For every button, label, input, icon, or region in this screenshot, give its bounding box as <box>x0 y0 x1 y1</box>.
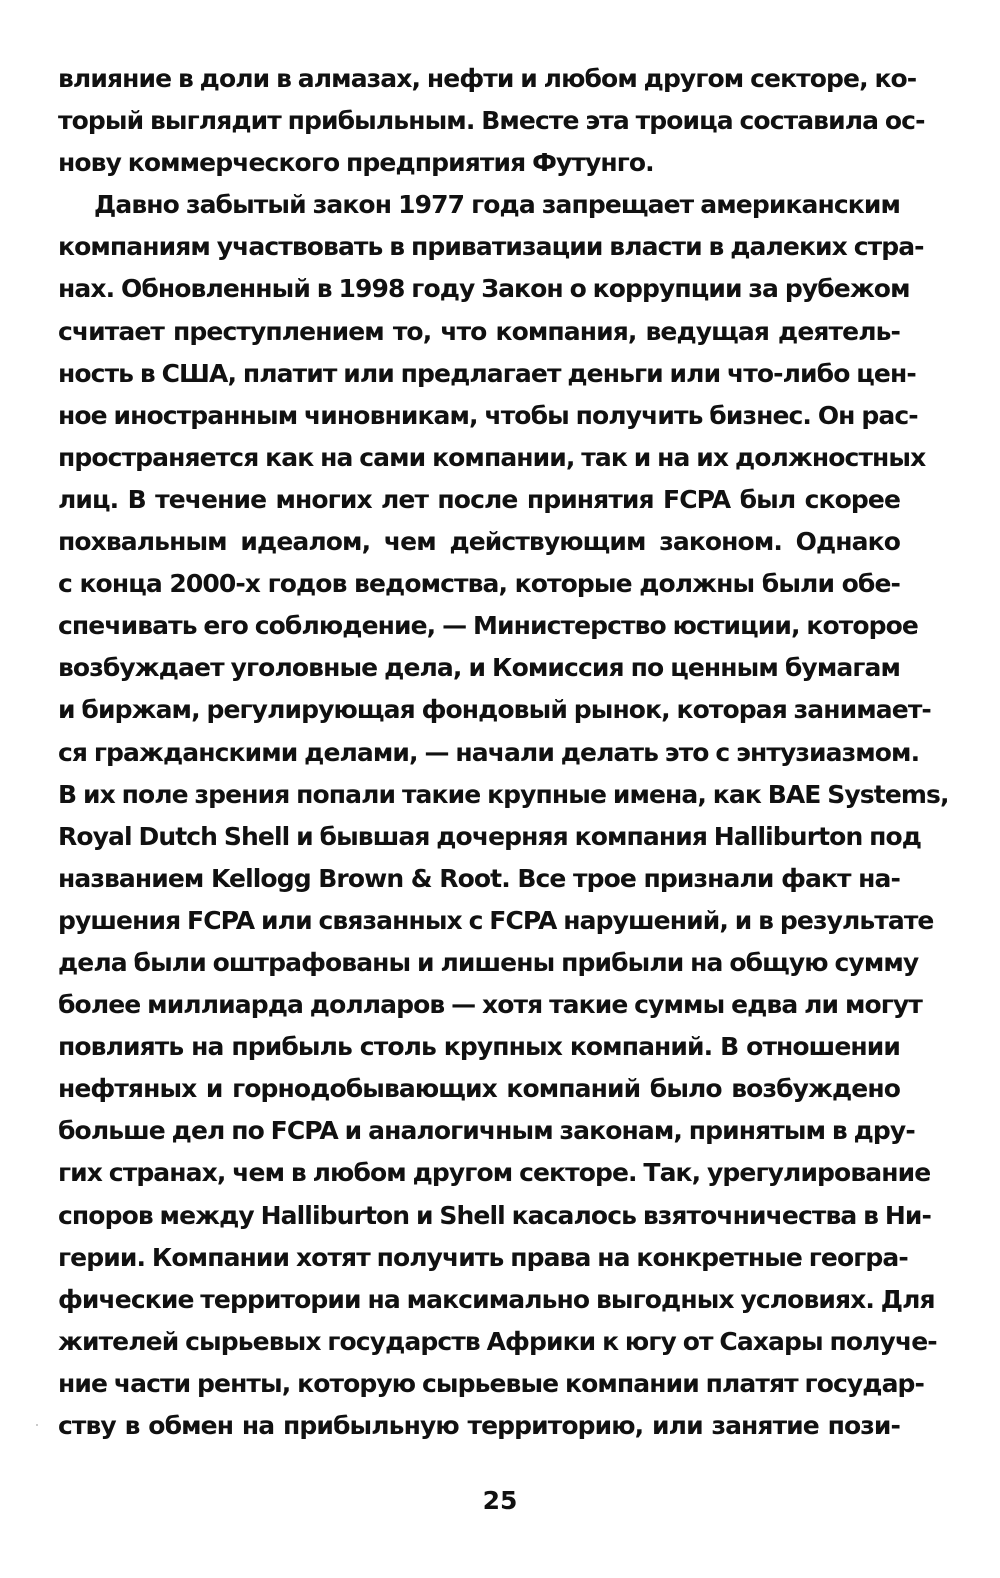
text-line: Давно забытый закон 1977 года запрещает американским <box>94 190 900 220</box>
text-line: ние части ренты, которую сырьевые компании платят государ- <box>58 1368 925 1398</box>
text-line: спечивать его соблюдение, — Министерство юстиции, которое <box>58 611 918 641</box>
text-line: нах. Обновленный в 1998 году Закон о коррупции за рубежом <box>58 274 910 304</box>
text-line: больше дел по FCPA и аналогичным законам, принятым в дру- <box>58 1116 915 1146</box>
text-line: Royal Dutch Shell и бывшая дочерняя компания Halliburton под <box>58 821 922 851</box>
body-text <box>58 58 949 1447</box>
text-line: В их поле зрения попали такие крупные имена, как BAE Systems, <box>58 779 949 809</box>
text-line: гих странах, чем в любом другом секторе. Так, урегулирование <box>58 1158 931 1188</box>
text-line: с конца 2000-х годов ведомства, которые должны были обе- <box>58 569 900 599</box>
text-line: похвальным идеалом, чем действующим законом. Однако <box>58 527 900 557</box>
text-line: влияние в доли в алмазах, нефти и любом другом секторе, ко- <box>58 64 917 93</box>
text-line: ству в обмен на прибыльную территорию, или занятие пози- <box>58 1411 900 1440</box>
text-line: фические территории на максимально выгодных условиях. Для <box>58 1284 935 1314</box>
text-line: споров между Halliburton и Shell касалось взяточничества в Ни- <box>58 1200 932 1230</box>
text-line: жителей сырьевых государств Африки к югу от Сахары получе- <box>58 1326 937 1356</box>
page-number: 25 <box>482 1486 518 1515</box>
text-line: более миллиарда долларов — хотя такие суммы едва ли могут <box>58 990 922 1020</box>
text-line: компаниям участвовать в приватизации власти в далеких стра- <box>58 232 924 262</box>
text-line: лиц. В течение многих лет после принятия FCPA был скорее <box>58 484 900 514</box>
text-line: герии. Компании хотят получить права на конкретные геогра- <box>58 1242 908 1272</box>
scan-speck <box>36 1424 38 1426</box>
text-line: считает преступлением то, что компания, ведущая деятель- <box>58 316 900 346</box>
text-line: ность в США, платит или предлагает деньги или что-либо цен- <box>58 358 916 388</box>
text-line: нову коммерческого предприятия Футунго. <box>58 148 654 178</box>
text-line: возбуждает уголовные дела, и Комиссия по ценным бумагам <box>58 653 900 683</box>
text-line: повлиять на прибыль столь крупных компаний. В отношении <box>58 1032 900 1062</box>
text-line: рушения FCPA или связанных с FCPA нарушений, и в результате <box>58 905 934 935</box>
text-line: ся гражданскими делами, — начали делать это с энтузиазмом. <box>58 737 920 767</box>
text-line: ное иностранным чиновникам, чтобы получить бизнес. Он рас- <box>58 400 918 430</box>
text-line: дела были оштрафованы и лишены прибыли на общую сумму <box>58 947 919 977</box>
text-line: и биржам, регулирующая фондовый рынок, которая занимает- <box>58 695 931 725</box>
text-line: названием Kellogg Brown & Root. Все трое признали факт на- <box>58 863 900 893</box>
text-line: нефтяных и горнодобывающих компаний было возбуждено <box>58 1074 900 1104</box>
text-line: торый выглядит прибыльным. Вместе эта троица составила ос- <box>58 106 925 136</box>
text-line: пространяется как на сами компании, так и на их должностных <box>58 442 926 472</box>
